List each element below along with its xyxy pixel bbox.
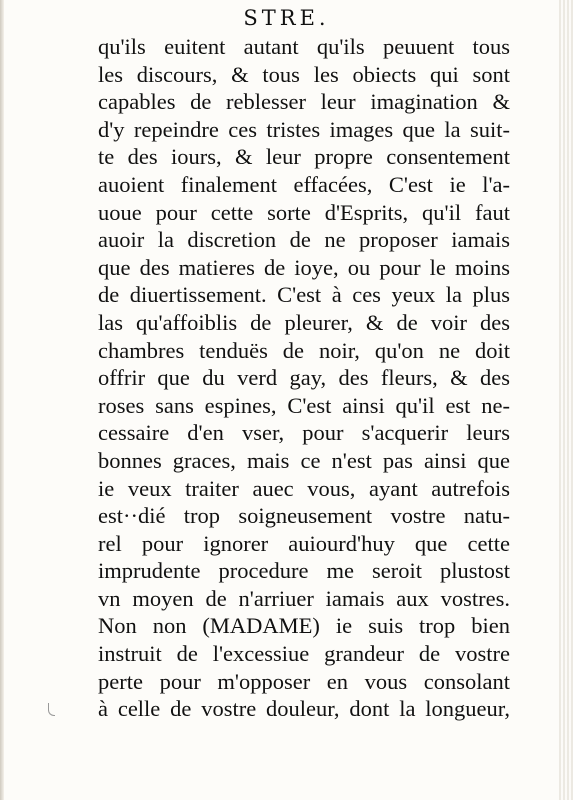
text-line: vn moyen de n'arriuer iamais aux vostres.: [98, 585, 510, 611]
text-line: cessaire d'en vser, pour s'acquerir leurs: [98, 420, 510, 446]
text-line: te des iours, & leur propre consentement: [98, 144, 510, 170]
text-line: que des matieres de ioye, ou pour le moins: [98, 254, 510, 280]
body-text: [98, 33, 510, 723]
text-line: uoue pour cette sorte d'Esprits, qu'il faut: [98, 199, 510, 225]
text-line: Non non (MADAME) ie suis trop bien: [98, 613, 510, 639]
margin-mark: [48, 703, 55, 716]
text-line: auoient finalement effacées, C'est ie l'a-: [98, 171, 510, 197]
text-line: instruit de l'excessiue grandeur de vostre: [98, 641, 510, 667]
text-line: auoir la discretion de ne proposer iamais: [98, 227, 510, 253]
text-line: à celle de vostre douleur, dont la longueur,: [98, 696, 510, 722]
text-line: d'y repeindre ces tristes images que la suit-: [98, 116, 510, 142]
text-line: bonnes graces, mais ce n'est pas ainsi que: [98, 447, 510, 473]
text-line: est··dié trop soigneusement vostre natu-: [98, 503, 510, 529]
text-line: imprudente procedure me seroit plustost: [98, 558, 510, 584]
text-line: chambres tenduës de noir, qu'on ne doit: [98, 337, 510, 363]
text-line: qu'ils euitent autant qu'ils peuuent tous: [98, 34, 510, 59]
page-gutter-shadow: [0, 0, 4, 800]
text-line: de diuertissement. C'est à ces yeux la plus: [98, 282, 510, 308]
page-edge-stack: [559, 0, 573, 800]
text-line: offrir que du verd gay, des fleurs, & des: [98, 365, 510, 391]
text-line: rel pour ignorer auiourd'huy que cette: [98, 530, 510, 556]
text-line: roses sans espines, C'est ainsi qu'il est ne-: [98, 392, 510, 418]
text-line: perte pour m'opposer en vous consolant: [98, 668, 510, 694]
text-line: las qu'affoiblis de pleurer, & de voir des: [98, 309, 510, 335]
running-head: STRE.: [243, 6, 330, 30]
text-line: capables de reblesser leur imagination &: [98, 89, 510, 115]
text-line: ie veux traiter auec vous, ayant autrefois: [98, 475, 510, 501]
text-line: les discours, & tous les obiects qui sont: [98, 61, 510, 87]
